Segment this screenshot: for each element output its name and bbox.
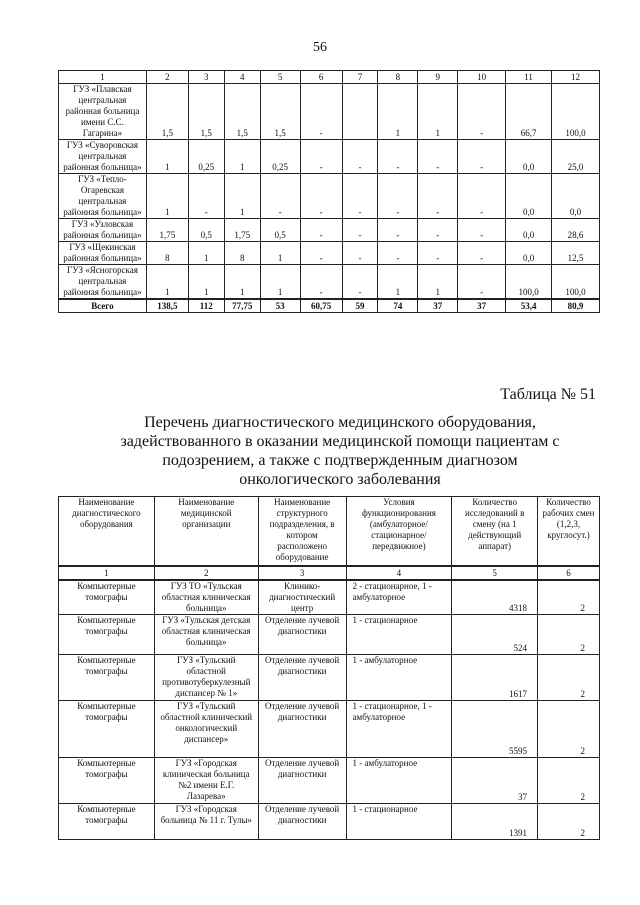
org-name: ГУЗ «Тульская детская областная клиническая больница» bbox=[154, 615, 258, 655]
equipment-name: Компьютерные томографы bbox=[59, 615, 155, 655]
cell: 1,5 bbox=[188, 84, 224, 140]
cell: 0,0 bbox=[552, 174, 600, 219]
total-cell: 74 bbox=[378, 299, 418, 313]
cell: - bbox=[418, 219, 458, 242]
column-number: 5 bbox=[452, 566, 538, 580]
conditions: 1 - стационарное, 1 - амбулаторное bbox=[346, 701, 452, 758]
cell: - bbox=[342, 242, 378, 265]
cell: 0,0 bbox=[506, 219, 552, 242]
page-number: 56 bbox=[313, 40, 327, 55]
section-title: Перечень диагностического медицинского оборудования, задействованного в оказании медицинской помощи пациентам с подозрением, а также с подтвержденным диагнозом онкологического заболевания bbox=[120, 414, 560, 488]
equipment-name: Компьютерные томографы bbox=[59, 580, 155, 615]
cell: - bbox=[418, 174, 458, 219]
equipment-table bbox=[58, 496, 600, 840]
header-cell: 5 bbox=[260, 71, 300, 84]
cell: 0,25 bbox=[260, 140, 300, 174]
cell: 1,5 bbox=[260, 84, 300, 140]
shifts-count: 2 bbox=[538, 701, 600, 758]
header-cell: 9 bbox=[418, 71, 458, 84]
org-name: ГУЗ «Суворовская центральная районная больница» bbox=[59, 140, 147, 174]
table-row bbox=[59, 174, 600, 219]
conditions: 1 - стационарное bbox=[346, 615, 452, 655]
org-name: ГУЗ «Плавская центральная районная больница имени С.С. Гагарина» bbox=[59, 84, 147, 140]
table-row bbox=[59, 219, 600, 242]
cell: 28,6 bbox=[552, 219, 600, 242]
equipment-name: Компьютерные томографы bbox=[59, 701, 155, 758]
column-number: 4 bbox=[346, 566, 452, 580]
cell: - bbox=[418, 242, 458, 265]
table-header-row bbox=[59, 71, 600, 84]
cell: - bbox=[418, 140, 458, 174]
org-name: ГУЗ ТО «Тульская областная клиническая больница» bbox=[154, 580, 258, 615]
cell: - bbox=[342, 174, 378, 219]
column-number: 3 bbox=[258, 566, 346, 580]
header-cell: 3 bbox=[188, 71, 224, 84]
cell: 0,0 bbox=[506, 174, 552, 219]
cell: - bbox=[378, 174, 418, 219]
cell: 1 bbox=[224, 265, 260, 300]
header-cell: Условия функционирования (амбулаторное/ стационарное/ передвижное) bbox=[346, 497, 452, 567]
cell: 1 bbox=[188, 242, 224, 265]
conditions: 1 - стационарное bbox=[346, 804, 452, 840]
table-header-row bbox=[59, 497, 600, 567]
cell: 1 bbox=[188, 265, 224, 300]
org-name: ГУЗ «Узловская районная больница» bbox=[59, 219, 147, 242]
column-number-row bbox=[59, 566, 600, 580]
cell: 100,0 bbox=[506, 265, 552, 300]
cell: 1 bbox=[224, 174, 260, 219]
cell: - bbox=[378, 219, 418, 242]
studies-count: 1391 bbox=[452, 804, 538, 840]
cell: 8 bbox=[224, 242, 260, 265]
unit-name: Отделение лучевой диагностики bbox=[258, 758, 346, 804]
table-label: Таблица № 51 bbox=[500, 386, 596, 403]
equipment-name: Компьютерные томографы bbox=[59, 758, 155, 804]
cell: 1,5 bbox=[146, 84, 188, 140]
studies-count: 37 bbox=[452, 758, 538, 804]
cell: - bbox=[300, 140, 342, 174]
cell: - bbox=[300, 174, 342, 219]
studies-count: 1617 bbox=[452, 655, 538, 701]
header-cell: 8 bbox=[378, 71, 418, 84]
table-row bbox=[59, 758, 600, 804]
org-name: ГУЗ «Тульский областной противотуберкулезный диспансер № 1» bbox=[154, 655, 258, 701]
cell: - bbox=[378, 140, 418, 174]
total-cell: 53 bbox=[260, 299, 300, 313]
unit-name: Отделение лучевой диагностики bbox=[258, 615, 346, 655]
cell: - bbox=[458, 242, 506, 265]
total-cell: 80,9 bbox=[552, 299, 600, 313]
total-row bbox=[59, 299, 600, 313]
staffing-table bbox=[58, 70, 600, 313]
unit-name: Отделение лучевой диагностики bbox=[258, 804, 346, 840]
cell: - bbox=[342, 219, 378, 242]
shifts-count: 2 bbox=[538, 655, 600, 701]
cell: - bbox=[342, 140, 378, 174]
conditions: 2 - стационарное, 1 - амбулаторное bbox=[346, 580, 452, 615]
total-cell: 138,5 bbox=[146, 299, 188, 313]
header-cell: 2 bbox=[146, 71, 188, 84]
unit-name: Клинико-диагностический центр bbox=[258, 580, 346, 615]
cell: - bbox=[458, 174, 506, 219]
studies-count: 4318 bbox=[452, 580, 538, 615]
cell: - bbox=[378, 242, 418, 265]
column-number: 2 bbox=[154, 566, 258, 580]
cell: - bbox=[300, 84, 342, 140]
header-cell: 10 bbox=[458, 71, 506, 84]
cell: 1 bbox=[146, 174, 188, 219]
header-cell: Наименование медицинской организации bbox=[154, 497, 258, 567]
header-cell: Наименование структурного подразделения, в котором расположено оборудование bbox=[258, 497, 346, 567]
header-cell: 7 bbox=[342, 71, 378, 84]
total-cell: 37 bbox=[458, 299, 506, 313]
conditions: 1 - амбулаторное bbox=[346, 758, 452, 804]
studies-count: 5595 bbox=[452, 701, 538, 758]
column-number: 1 bbox=[59, 566, 155, 580]
cell: 1 bbox=[260, 265, 300, 300]
cell: - bbox=[458, 219, 506, 242]
table-row bbox=[59, 140, 600, 174]
org-name: ГУЗ «Городская клиническая больница №2 имени Е.Г. Лазарева» bbox=[154, 758, 258, 804]
cell: - bbox=[300, 219, 342, 242]
org-name: ГУЗ «Тепло-Огаревская центральная районная больница» bbox=[59, 174, 147, 219]
cell: - bbox=[458, 265, 506, 300]
cell: - bbox=[300, 265, 342, 300]
total-cell: 60,75 bbox=[300, 299, 342, 313]
shifts-count: 2 bbox=[538, 804, 600, 840]
org-name: ГУЗ «Тульский областной клинический онкологический диспансер» bbox=[154, 701, 258, 758]
cell: - bbox=[458, 140, 506, 174]
total-cell: 53,4 bbox=[506, 299, 552, 313]
cell: 66,7 bbox=[506, 84, 552, 140]
table-row bbox=[59, 580, 600, 615]
header-cell: 6 bbox=[300, 71, 342, 84]
table-row bbox=[59, 701, 600, 758]
studies-count: 524 bbox=[452, 615, 538, 655]
cell: 12,5 bbox=[552, 242, 600, 265]
header-cell: 11 bbox=[506, 71, 552, 84]
shifts-count: 2 bbox=[538, 758, 600, 804]
header-cell: 12 bbox=[552, 71, 600, 84]
total-cell: 37 bbox=[418, 299, 458, 313]
cell: - bbox=[342, 265, 378, 300]
table-row bbox=[59, 265, 600, 300]
cell: - bbox=[260, 174, 300, 219]
cell: 1 bbox=[146, 265, 188, 300]
total-cell: 59 bbox=[342, 299, 378, 313]
conditions: 1 - амбулаторное bbox=[346, 655, 452, 701]
shifts-count: 2 bbox=[538, 615, 600, 655]
cell: 1,75 bbox=[146, 219, 188, 242]
total-cell: 112 bbox=[188, 299, 224, 313]
org-name: ГУЗ «Городская больница № 11 г. Тулы» bbox=[154, 804, 258, 840]
cell bbox=[342, 84, 378, 140]
cell: 100,0 bbox=[552, 265, 600, 300]
table-row bbox=[59, 615, 600, 655]
total-label: Всего bbox=[59, 299, 147, 313]
column-number: 6 bbox=[538, 566, 600, 580]
cell: 0,5 bbox=[188, 219, 224, 242]
cell: 0,0 bbox=[506, 242, 552, 265]
cell: 1,75 bbox=[224, 219, 260, 242]
total-cell: 77,75 bbox=[224, 299, 260, 313]
cell: 1 bbox=[224, 140, 260, 174]
table-row bbox=[59, 804, 600, 840]
header-cell: Количество исследований в смену (на 1 действующий аппарат) bbox=[452, 497, 538, 567]
cell: 100,0 bbox=[552, 84, 600, 140]
cell: 0,25 bbox=[188, 140, 224, 174]
table-row bbox=[59, 84, 600, 140]
table-row bbox=[59, 655, 600, 701]
header-cell: Количество рабочих смен (1,2,3, круглосут.) bbox=[538, 497, 600, 567]
cell: 0,5 bbox=[260, 219, 300, 242]
cell: 25,0 bbox=[552, 140, 600, 174]
cell: 8 bbox=[146, 242, 188, 265]
cell: 1 bbox=[260, 242, 300, 265]
cell: 1,5 bbox=[224, 84, 260, 140]
unit-name: Отделение лучевой диагностики bbox=[258, 655, 346, 701]
cell: 1 bbox=[418, 265, 458, 300]
cell: 1 bbox=[378, 84, 418, 140]
org-name: ГУЗ «Щекинская районная больница» bbox=[59, 242, 147, 265]
header-cell: 1 bbox=[59, 71, 147, 84]
equipment-name: Компьютерные томографы bbox=[59, 655, 155, 701]
cell: - bbox=[188, 174, 224, 219]
cell: 1 bbox=[378, 265, 418, 300]
cell: - bbox=[458, 84, 506, 140]
table-row bbox=[59, 242, 600, 265]
header-cell: 4 bbox=[224, 71, 260, 84]
shifts-count: 2 bbox=[538, 580, 600, 615]
equipment-name: Компьютерные томографы bbox=[59, 804, 155, 840]
org-name: ГУЗ «Ясногорская центральная районная больница» bbox=[59, 265, 147, 300]
cell: - bbox=[300, 242, 342, 265]
cell: 0,0 bbox=[506, 140, 552, 174]
cell: 1 bbox=[418, 84, 458, 140]
unit-name: Отделение лучевой диагностики bbox=[258, 701, 346, 758]
header-cell: Наименование диагностического оборудования bbox=[59, 497, 155, 567]
cell: 1 bbox=[146, 140, 188, 174]
